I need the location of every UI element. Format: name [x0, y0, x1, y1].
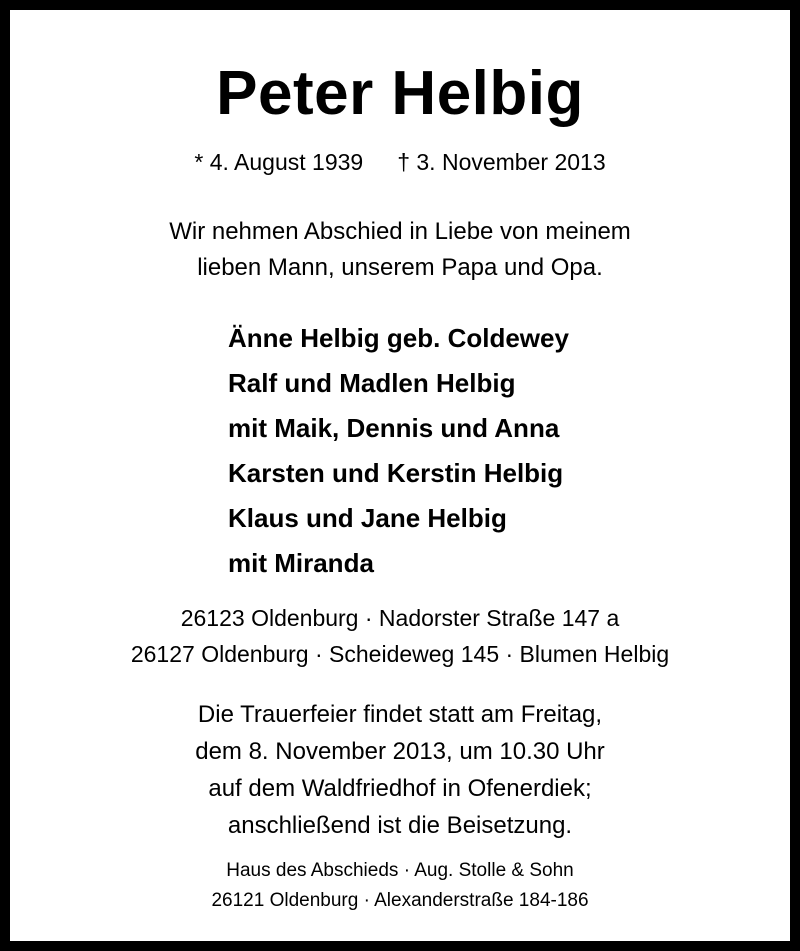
farewell-line: lieben Mann, unserem Papa und Opa. — [197, 254, 603, 281]
service-line: anschließend ist die Beisetzung. — [227, 812, 573, 839]
family-member: mit Maik, Dennis und Anna — [228, 413, 560, 443]
family-list — [228, 316, 569, 586]
address-line: 26123 Oldenburg · Nadorster Straße 147 a — [180, 605, 620, 631]
service-line: dem 8. November 2013, um 10.30 Uhr — [195, 738, 605, 765]
family-member: mit Miranda — [228, 548, 374, 578]
family-member: Änne Helbig geb. Coldewey — [228, 323, 569, 353]
life-dates — [10, 144, 790, 180]
funeral-home-line: Haus des Abschieds · Aug. Stolle & Sohn — [226, 860, 574, 881]
family-member: Karsten und Kerstin Helbig — [228, 458, 564, 488]
family-member: Ralf und Madlen Helbig — [228, 368, 516, 398]
address-line: 26127 Oldenburg · Scheideweg 145 · Blumen Helbig — [130, 641, 670, 667]
birth-date: * 4. August 1939 — [194, 149, 364, 175]
family-addresses — [10, 600, 790, 672]
family-member: Klaus und Jane Helbig — [228, 503, 507, 533]
service-line: Die Trauerfeier findet statt am Freitag, — [197, 701, 603, 728]
farewell-text — [10, 214, 790, 286]
death-date: † 3. November 2013 — [397, 149, 606, 175]
funeral-home — [10, 856, 790, 916]
service-line: auf dem Waldfriedhof in Ofenerdiek; — [208, 775, 592, 802]
funeral-home-line: 26121 Oldenburg · Alexanderstraße 184-186 — [211, 890, 589, 911]
deceased-name: Peter Helbig — [216, 59, 584, 128]
farewell-line: Wir nehmen Abschied in Liebe von meinem — [169, 218, 631, 245]
service-details — [10, 696, 790, 844]
